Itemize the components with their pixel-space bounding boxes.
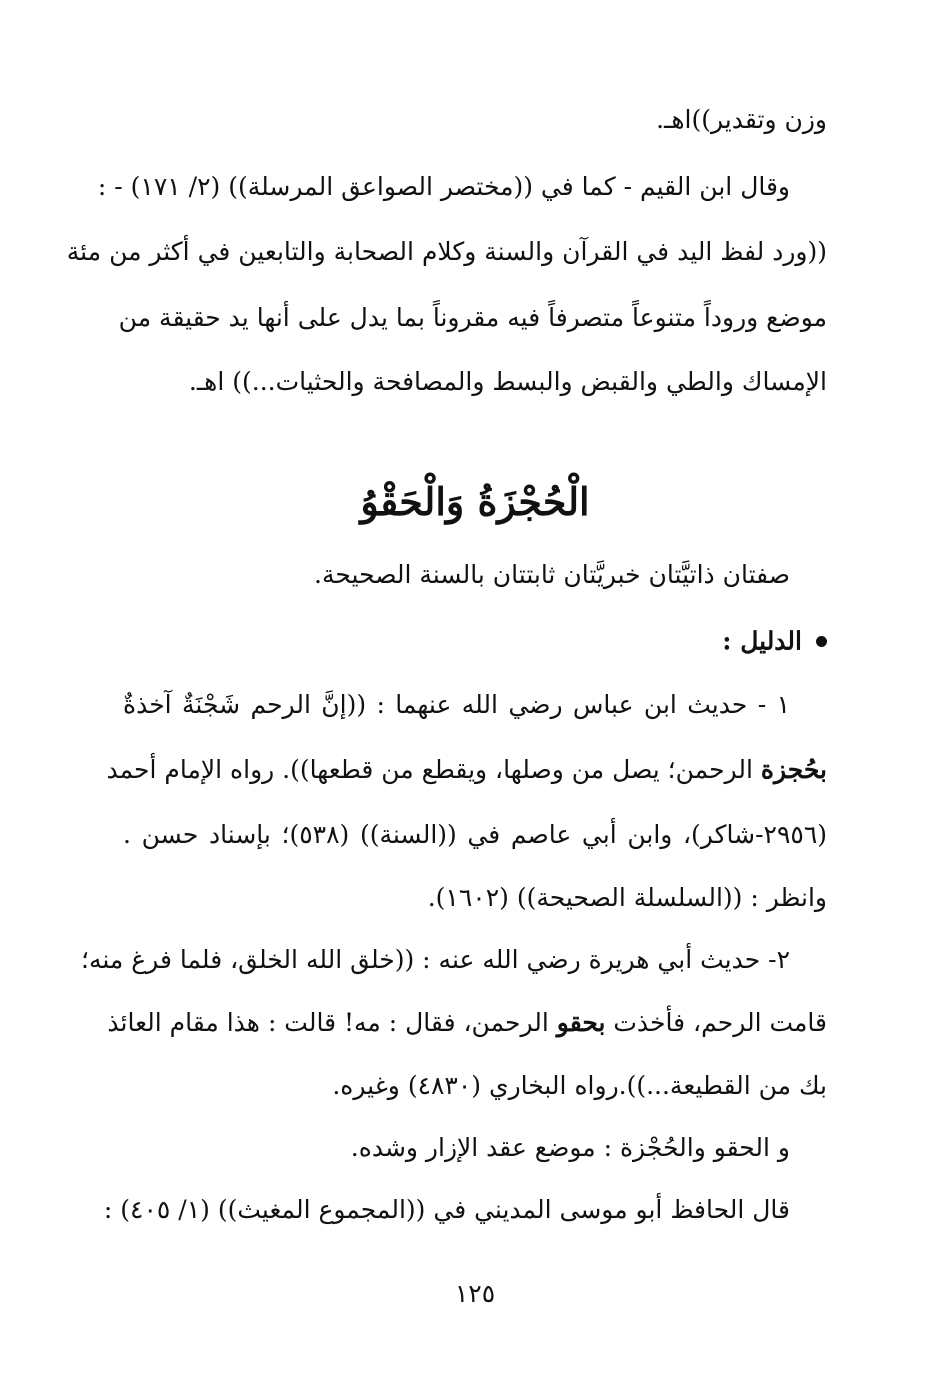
text-line: وقال ابن القيم - كما في ((مختصر الصواعق المرسلة)) (٢/ ١٧١) - : bbox=[97, 172, 790, 201]
hadith-line: ١ - حديث ابن عباس رضي الله عنهما : ((إنَّ الرحم شَجْنَةٌ آخذةٌ bbox=[123, 690, 790, 719]
text-line: موضع وروداً متنوعاً متصرفاً فيه مقروناً بما يدل على أنها يد حقيقة من bbox=[118, 303, 827, 332]
section-intro: صفتان ذاتيَّتان خبريَّتان ثابتتان بالسنة الصحيحة. bbox=[314, 560, 790, 589]
text-line: الإمساك والطي والقبض والبسط والمصافحة والحثيات...)) اهـ. bbox=[188, 367, 827, 396]
bullet-icon bbox=[816, 636, 827, 647]
hadith-text: الرحمن؛ يصل من وصلها، ويقطع من قطعها)). رواه الإمام أحمد bbox=[106, 755, 761, 784]
hadith-line: ٢- حديث أبي هريرة رضي الله عنه : ((خلق الله الخلق، فلما فرغ منه؛ bbox=[81, 945, 790, 974]
definition-line: و الحقو والحُجْزة : موضع عقد الإزار وشده. bbox=[350, 1133, 790, 1162]
hadith-text: الرحمن، فقال : مه! قالت : هذا مقام العائذ bbox=[107, 1008, 557, 1037]
hadith-line: وانظر : ((السلسلة الصحيحة)) (١٦٠٢). bbox=[427, 883, 827, 912]
key-term: بحقو bbox=[556, 1008, 606, 1037]
hadith-line bbox=[106, 750, 827, 790]
hadith-line bbox=[107, 1003, 827, 1043]
quote-intro-line: قال الحافظ أبو موسى المديني في ((المجموع المغيث)) (١/ ٤٠٥) : bbox=[103, 1195, 790, 1224]
section-heading: الْحُجْزَةُ وَالْحَقْوُ bbox=[360, 479, 590, 524]
page-number: ١٢٥ bbox=[454, 1279, 496, 1308]
text-line: ((ورد لفظ اليد في القرآن والسنة وكلام الصحابة والتابعين في أكثر من مئة bbox=[66, 237, 827, 266]
hadith-text: قامت الرحم، فأخذت bbox=[605, 1008, 827, 1037]
text-line: وزن وتقدير))اهـ. bbox=[656, 105, 827, 134]
hadith-line: (٢٩٥٦-شاكر)، وابن أبي عاصم في ((السنة)) (٥٣٨)؛ بإسناد حسن . bbox=[123, 820, 828, 849]
bullet-label: الدليل : bbox=[722, 626, 802, 656]
hadith-line: بك من القطيعة...)).رواه البخاري (٤٨٣٠) وغيره. bbox=[332, 1071, 827, 1100]
key-term: بحُجزة bbox=[760, 755, 827, 784]
evidence-bullet bbox=[123, 620, 827, 660]
